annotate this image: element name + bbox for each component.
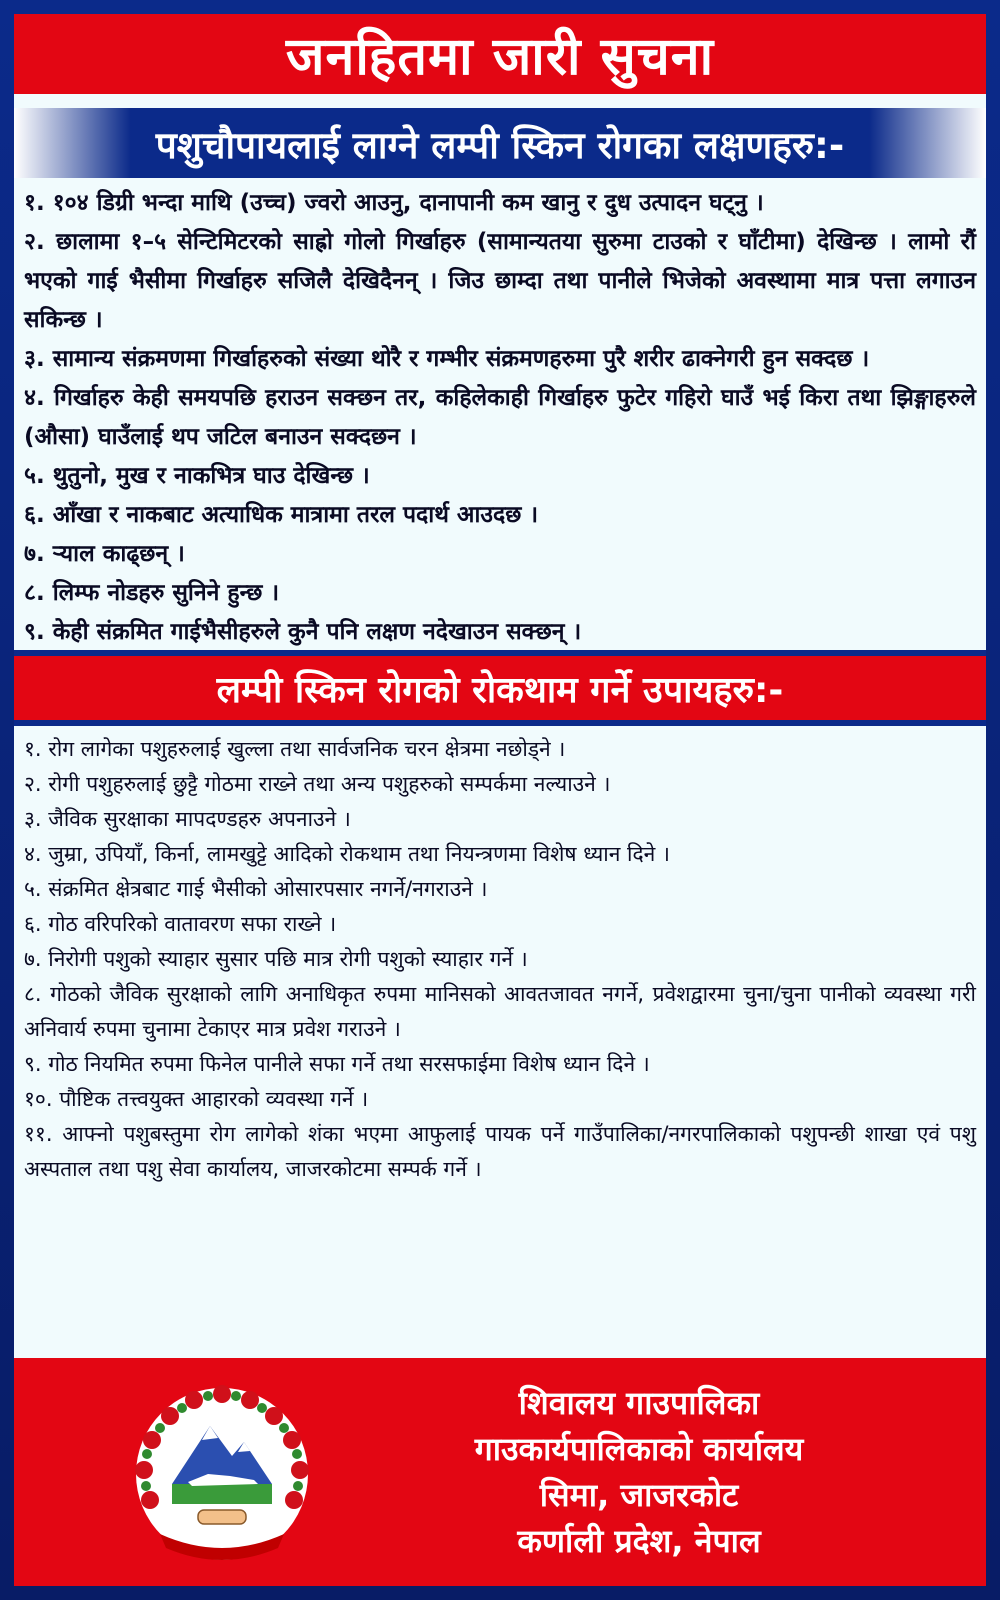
symptoms-heading [14,108,986,178]
symptom-item: ६. आँखा र नाकबाट अत्याधिक मात्रामा तरल पदार्थ आउदछ । [24,502,539,528]
prevention-item: ५. संक्रमित क्षेत्रबाट गाई भैसीको ओसारपसार नगर्ने/नगराउने । [24,877,488,901]
prevention-item: २. रोगी पशुहरुलाई छुट्टै गोठमा राख्ने तथा अन्य पशुहरुको सम्पर्कमा नल्याउने । [24,772,611,796]
prevention-item: ३. जैविक सुरक्षाका मापदण्डहरु अपनाउने । [24,807,351,831]
symptom-item: ३. सामान्य संक्रमणमा गिर्खाहरुको संख्या थोरै र गम्भीर संक्रमणहरुमा पुरै शरीर ढाक्नेगरी हुन सक्दछ । [24,346,870,372]
section-divider [14,720,986,726]
symptom-item: ५. थुतुनो, मुख र नाकभित्र घाउ देखिन्छ । [24,463,370,489]
symptoms-heading-box [138,108,862,178]
poster-frame [14,14,986,1586]
office-name: गाउकार्यपालिकाको कार्यालय [474,1430,804,1468]
prevention-item: १. रोग लागेका पशुहरुलाई खुल्ला तथा सार्वजनिक चरन क्षेत्रमा नछोड्ने । [24,737,566,761]
symptoms-heading-text: पशुचौपायलाई लाग्ने लम्पी स्किन रोगका लक्षणहरु:- [155,123,845,167]
prevention-list [24,732,976,1187]
symptom-item: ८. लिम्फ नोडहरु सुनिने हुन्छ । [24,580,280,606]
prevention-heading [14,656,986,720]
office-address [374,1380,904,1564]
prevention-item: ६. गोठ वरिपरिको वातावरण सफा राख्ने । [24,912,337,936]
nepal-emblem-icon [132,1384,312,1564]
prevention-item: ८. गोठको जैविक सुरक्षाको लागि अनाधिकृत रुपमा मानिसको आवतजावत नगर्ने, प्रवेशद्वारमा चुना/चुना पानीको व्यवस्था गरी अनिवार्य रुपमा चुनामा टेकाएर मात्र प्रवेश गराउने । [24,982,976,1041]
prevention-item: ११. आफ्नो पशुबस्तुमा रोग लागेको शंका भएमा आफुलाई पायक पर्ने गाउँपालिका/नगरपालिकाको पशुपन्छी शाखा एवं पशु अस्पताल तथा पशु सेवा कार्यालय, जाजरकोटमा सम्पर्क गर्ने । [24,1122,976,1181]
symptom-item: ९. केही संक्रमित गाईभैसीहरुले कुनै पनि लक्षण नदेखाउन सक्छन् । [24,619,582,645]
province-country: कर्णाली प्रदेश, नेपाल [517,1522,761,1560]
symptom-item: ७. र्‍याल काढ्छन् । [24,541,185,567]
office-location: सिमा, जाजरकोट [539,1476,739,1514]
municipality-name: शिवालय गाउपालिका [518,1384,760,1422]
prevention-item: १०. पौष्टिक तत्त्वयुक्त आहारको व्यवस्था गर्ने । [24,1087,369,1111]
office-footer [14,1358,986,1586]
prevention-item: ७. निरोगी पशुको स्याहार सुसार पछि मात्र रोगी पशुको स्याहार गर्ने । [24,947,528,971]
prevention-item: ४. जुम्रा, उपियाँ, किर्ना, लामखुट्टे आदिको रोकथाम तथा नियन्त्रणमा विशेष ध्यान दिने । [24,842,670,866]
symptom-item: १. १०४ डिग्री भन्दा माथि (उच्च) ज्वरो आउनु, दानापानी कम खानु र दुध उत्पादन घट्नु । [24,190,764,216]
prevention-item: ९. गोठ नियमित रुपमा फिनेल पानीले सफा गर्ने तथा सरसफाईमा विशेष ध्यान दिने । [24,1052,650,1076]
prevention-heading-text: लम्पी स्किन रोगको रोकथाम गर्ने उपायहरु:- [216,669,784,711]
symptom-item: ४. गिर्खाहरु केही समयपछि हराउन सक्छन तर, कहिलेकाही गिर्खाहरु फुटेर गहिरो घाउँ भई किरा तथा झिङ्गाहरुले (औसा) घाउँलाई थप जटिल बनाउन सक्दछन । [24,385,976,450]
notice-title [14,14,986,94]
notice-title-text: जनहितमा जारी सुचना [285,26,715,87]
symptom-item: २. छालामा १–५ सेन्टिमिटरको साह्रो गोलो गिर्खाहरु (सामान्यतया सुरुमा टाउको र घाँटीमा) देखिन्छ । लामो रौं भएको गाई भैसीमा गिर्खाहरु सजिलै देखिदैनन् । जिउ छाम्दा तथा पानीले भिजेको अवस्थामा मात्र पत्ता लगाउन सकिन्छ । [24,229,976,333]
symptoms-list [24,184,976,652]
